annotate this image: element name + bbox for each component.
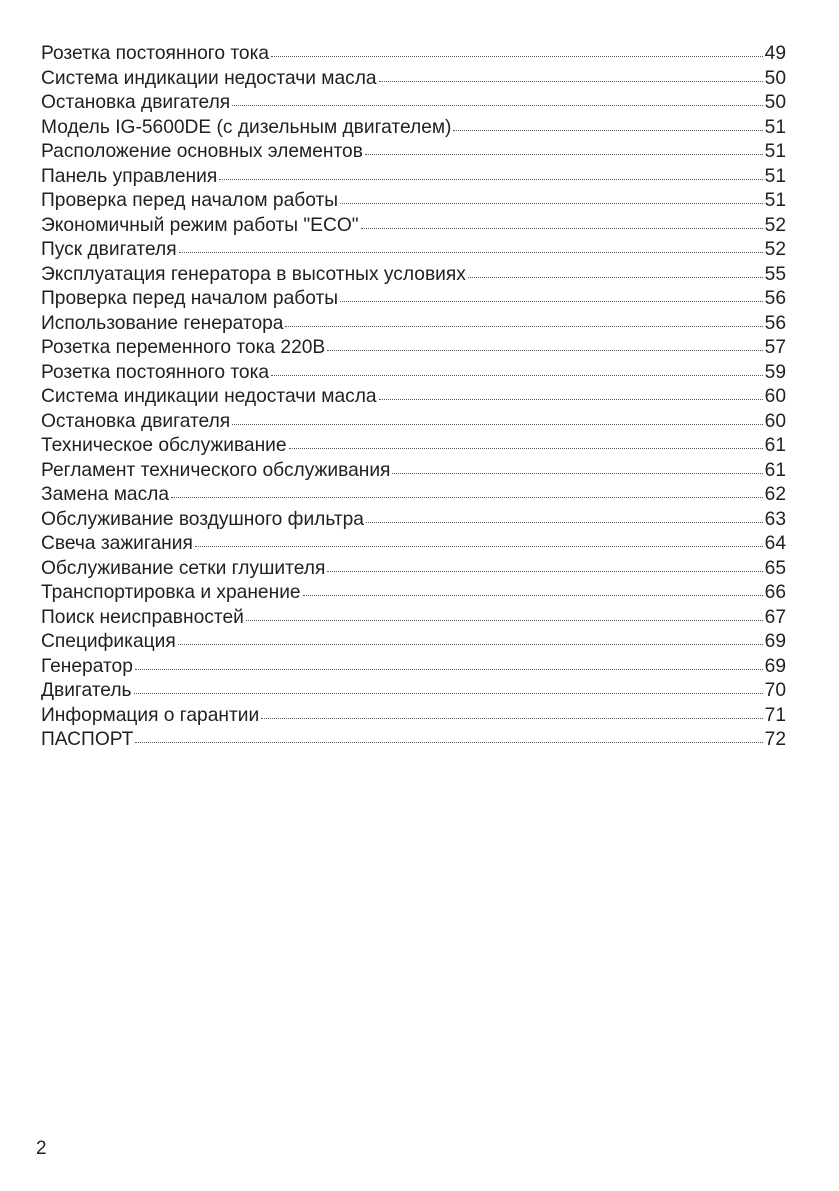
toc-entry-page: 52 — [764, 239, 786, 260]
toc-entry-page: 64 — [764, 533, 786, 554]
toc-entry[interactable] — [41, 361, 786, 386]
toc-leader-dots — [271, 56, 763, 57]
toc-leader-dots — [171, 497, 763, 498]
toc-entry-title: Розетка постоянного тока — [41, 361, 270, 383]
toc-leader-dots — [327, 350, 762, 351]
toc-entry[interactable] — [41, 606, 786, 631]
toc-entry-title: Обслуживание сетки глушителя — [41, 557, 326, 579]
toc-leader-dots — [340, 203, 763, 204]
toc-entry-title: Розетка переменного тока 220В — [41, 337, 326, 358]
toc-entry[interactable] — [41, 165, 786, 190]
toc-entry-page: 71 — [764, 704, 786, 726]
toc-entry[interactable] — [41, 728, 786, 753]
toc-entry-page: 69 — [764, 655, 786, 677]
toc-entry-title: Экономичный режим работы "ECO" — [41, 214, 359, 236]
toc-entry-title: Поиск неисправностей — [41, 606, 244, 628]
toc-entry-page: 49 — [764, 43, 786, 64]
toc-entry[interactable] — [41, 42, 786, 67]
toc-leader-dots — [135, 669, 763, 670]
toc-entry-title: Пуск двигателя — [41, 239, 177, 260]
toc-entry[interactable] — [41, 312, 786, 337]
toc-entry[interactable] — [41, 704, 786, 729]
toc-leader-dots — [195, 546, 763, 547]
toc-entry[interactable] — [41, 483, 786, 508]
toc-entry[interactable] — [41, 410, 786, 435]
toc-entry-title: Модель IG-5600DE (с дизельным двигателем) — [41, 116, 452, 138]
toc-entry[interactable] — [41, 67, 786, 92]
toc-leader-dots — [289, 448, 763, 449]
toc-entry-page: 50 — [764, 92, 786, 113]
toc-leader-dots — [340, 301, 763, 302]
toc-entry[interactable] — [41, 581, 786, 606]
toc-entry[interactable] — [41, 630, 786, 655]
toc-entry-page: 70 — [764, 680, 786, 701]
toc-entry-title: Панель управления — [41, 165, 218, 187]
toc-entry-page: 56 — [764, 288, 786, 309]
toc-leader-dots — [285, 326, 762, 327]
toc-entry[interactable] — [41, 532, 786, 557]
toc-leader-dots — [361, 228, 763, 229]
toc-entry[interactable] — [41, 655, 786, 680]
toc-entry[interactable] — [41, 214, 786, 239]
toc-entry-page: 51 — [764, 190, 786, 211]
toc-entry[interactable] — [41, 557, 786, 582]
toc-entry-title: Замена масла — [41, 484, 170, 505]
toc-entry-title: ПАСПОРТ — [41, 729, 134, 750]
toc-leader-dots — [178, 644, 763, 645]
toc-entry[interactable] — [41, 679, 786, 704]
toc-entry[interactable] — [41, 385, 786, 410]
toc-entry-page: 56 — [764, 312, 786, 334]
toc-entry[interactable] — [41, 287, 786, 312]
toc-leader-dots — [303, 595, 763, 596]
toc-entry[interactable] — [41, 336, 786, 361]
toc-entry-title: Розетка постоянного тока — [41, 43, 270, 64]
toc-entry[interactable] — [41, 238, 786, 263]
toc-leader-dots — [365, 154, 763, 155]
toc-entry-page: 65 — [764, 557, 786, 579]
toc-entry-page: 51 — [764, 141, 786, 162]
toc-entry-page: 52 — [764, 214, 786, 236]
toc-entry-page: 61 — [764, 435, 786, 456]
toc-leader-dots — [453, 130, 762, 131]
toc-entry[interactable] — [41, 434, 786, 459]
toc-entry-page: 63 — [764, 508, 786, 530]
toc-entry[interactable] — [41, 508, 786, 533]
toc-entry-page: 51 — [764, 165, 786, 187]
toc-entry-page: 67 — [764, 606, 786, 628]
toc-entry-page: 62 — [764, 484, 786, 505]
toc-entry-title: Использование генератора — [41, 312, 284, 334]
toc-entry-title: Проверка перед началом работы — [41, 288, 339, 309]
toc-leader-dots — [179, 252, 763, 253]
toc-entry-title: Техническое обслуживание — [41, 435, 287, 456]
toc-entry-page: 55 — [764, 263, 786, 285]
toc-leader-dots — [261, 718, 762, 719]
toc-leader-dots — [366, 522, 763, 523]
toc-entry[interactable] — [41, 459, 786, 484]
toc-leader-dots — [271, 375, 763, 376]
toc-entry-title: Расположение основных элементов — [41, 141, 363, 162]
toc-entry[interactable] — [41, 263, 786, 288]
toc-entry[interactable] — [41, 140, 786, 165]
toc-entry-title: Проверка перед началом работы — [41, 190, 339, 211]
toc-entry-page: 72 — [764, 729, 786, 750]
toc-entry-page: 66 — [764, 582, 786, 603]
toc-leader-dots — [219, 179, 762, 180]
toc-entry[interactable] — [41, 189, 786, 214]
toc-leader-dots — [468, 277, 763, 278]
toc-entry[interactable] — [41, 91, 786, 116]
toc-entry-title: Эксплуатация генератора в высотных условиях — [41, 263, 466, 285]
toc-leader-dots — [379, 399, 763, 400]
toc-entry-title: Остановка двигателя — [41, 410, 231, 432]
toc-entry-title: Свеча зажигания — [41, 533, 193, 554]
toc-entry-page: 57 — [764, 337, 786, 358]
toc-entry-title: Обслуживание воздушного фильтра — [41, 508, 364, 530]
toc-leader-dots — [379, 81, 763, 82]
toc-entry-page: 61 — [764, 459, 786, 481]
toc-leader-dots — [327, 571, 762, 572]
toc-entry-title: Система индикации недостачи масла — [41, 67, 377, 89]
toc-entry-title: Спецификация — [41, 631, 176, 652]
toc-entry-title: Генератор — [41, 655, 133, 677]
toc-entry-page: 50 — [764, 67, 786, 89]
toc-entry-title: Система индикации недостачи масла — [41, 386, 377, 407]
toc-leader-dots — [246, 620, 763, 621]
toc-leader-dots — [135, 742, 762, 743]
toc-entry-page: 60 — [764, 386, 786, 407]
toc-entry[interactable] — [41, 116, 786, 141]
toc-entry-page: 60 — [764, 410, 786, 432]
toc-leader-dots — [232, 424, 762, 425]
toc-entry-page: 59 — [764, 361, 786, 383]
toc-entry-title: Информация о гарантии — [41, 704, 260, 726]
page-number: 2 — [36, 1138, 47, 1159]
toc-entry-page: 69 — [764, 631, 786, 652]
toc-entry-title: Транспортировка и хранение — [41, 582, 301, 603]
table-of-contents — [41, 42, 786, 753]
toc-entry-title: Регламент технического обслуживания — [41, 459, 391, 481]
toc-entry-title: Двигатель — [41, 680, 132, 701]
toc-leader-dots — [232, 105, 762, 106]
toc-entry-title: Остановка двигателя — [41, 92, 231, 113]
toc-leader-dots — [392, 473, 762, 474]
toc-entry-page: 51 — [764, 116, 786, 138]
toc-leader-dots — [134, 693, 763, 694]
